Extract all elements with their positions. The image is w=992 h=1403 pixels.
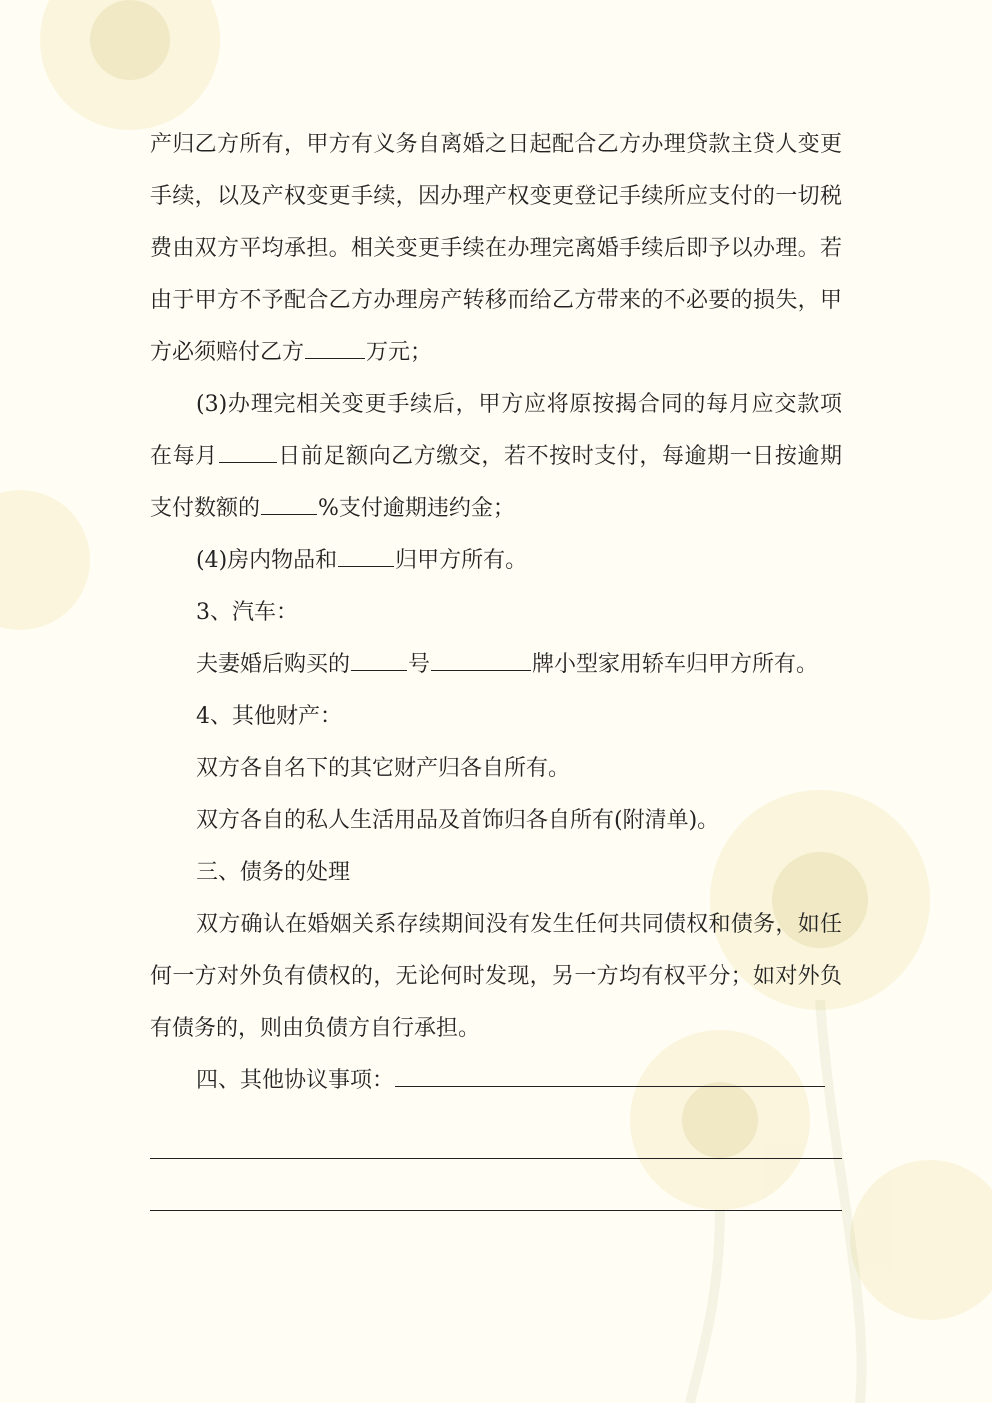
heading-other-property: 4、其他财产： bbox=[196, 704, 342, 729]
blank-line-2[interactable] bbox=[150, 1159, 842, 1211]
blank-items[interactable] bbox=[338, 536, 394, 567]
paragraph-text: 万元； bbox=[366, 340, 433, 365]
paragraph-text: 产归乙方所有，甲方有义务自离婚之日起配合乙方办理贷款主贷人变更手续，以及产权变更手续，因办理产权变更登记手续所应支付的一切税费由双方平均承担。相关变更手续在办理完离婚手续后即予以办理。若由于甲方不予配合乙方办理房产转移而给乙方带来的不必要的损失，甲方必须赔付乙方 bbox=[150, 132, 842, 365]
paragraph-text: (3)办理完相关变更手续后，甲方应将原按揭合同的每月应交款项在每月 bbox=[150, 392, 842, 469]
paragraph-car bbox=[150, 639, 842, 691]
heading-debts: 三、债务的处理 bbox=[196, 860, 351, 885]
paragraph-other-agreements bbox=[150, 1055, 842, 1107]
blank-car-number[interactable] bbox=[351, 640, 407, 671]
paragraph-household-items bbox=[150, 535, 842, 587]
paragraph-other-property-2: 双方各自的私人生活用品及首饰归各自所有(附清单)。 bbox=[196, 808, 720, 833]
paragraph-text: 牌小型家用轿车归甲方所有。 bbox=[532, 652, 819, 677]
paragraph-text: 四、其他协议事项： bbox=[196, 1068, 395, 1093]
paragraph-text: (4)房内物品和 bbox=[196, 548, 338, 573]
paragraph-property-transfer bbox=[150, 119, 842, 379]
paragraph-text: %支付逾期违约金； bbox=[318, 496, 515, 521]
paragraph-other-property-1: 双方各自名下的其它财产归各自所有。 bbox=[196, 756, 571, 781]
paragraph-debts: 双方确认在婚姻关系存续期间没有发生任何共同债权和债务，如任何一方对外负有债权的，无论何时发现，另一方均有权平分；如对外负有债务的，则由负债方自行承担。 bbox=[150, 912, 842, 1041]
heading-car: 3、汽车： bbox=[196, 600, 298, 625]
blank-car-brand[interactable] bbox=[431, 640, 531, 671]
document-body bbox=[150, 119, 842, 1211]
blank-other-agreements[interactable] bbox=[395, 1056, 825, 1087]
paragraph-text: 夫妻婚后购买的 bbox=[196, 652, 351, 677]
blank-line-1[interactable] bbox=[150, 1107, 842, 1159]
blank-percent[interactable] bbox=[261, 484, 317, 515]
paragraph-text: 号 bbox=[408, 652, 431, 677]
blank-amount[interactable] bbox=[305, 328, 365, 359]
paragraph-text: 日前足额向乙方缴交，若不按时支付，每逾期一日按逾期支付数额的 bbox=[150, 444, 842, 521]
paragraph-text: 归甲方所有。 bbox=[395, 548, 528, 573]
blank-day[interactable] bbox=[219, 432, 277, 463]
paragraph-mortgage bbox=[150, 379, 842, 535]
